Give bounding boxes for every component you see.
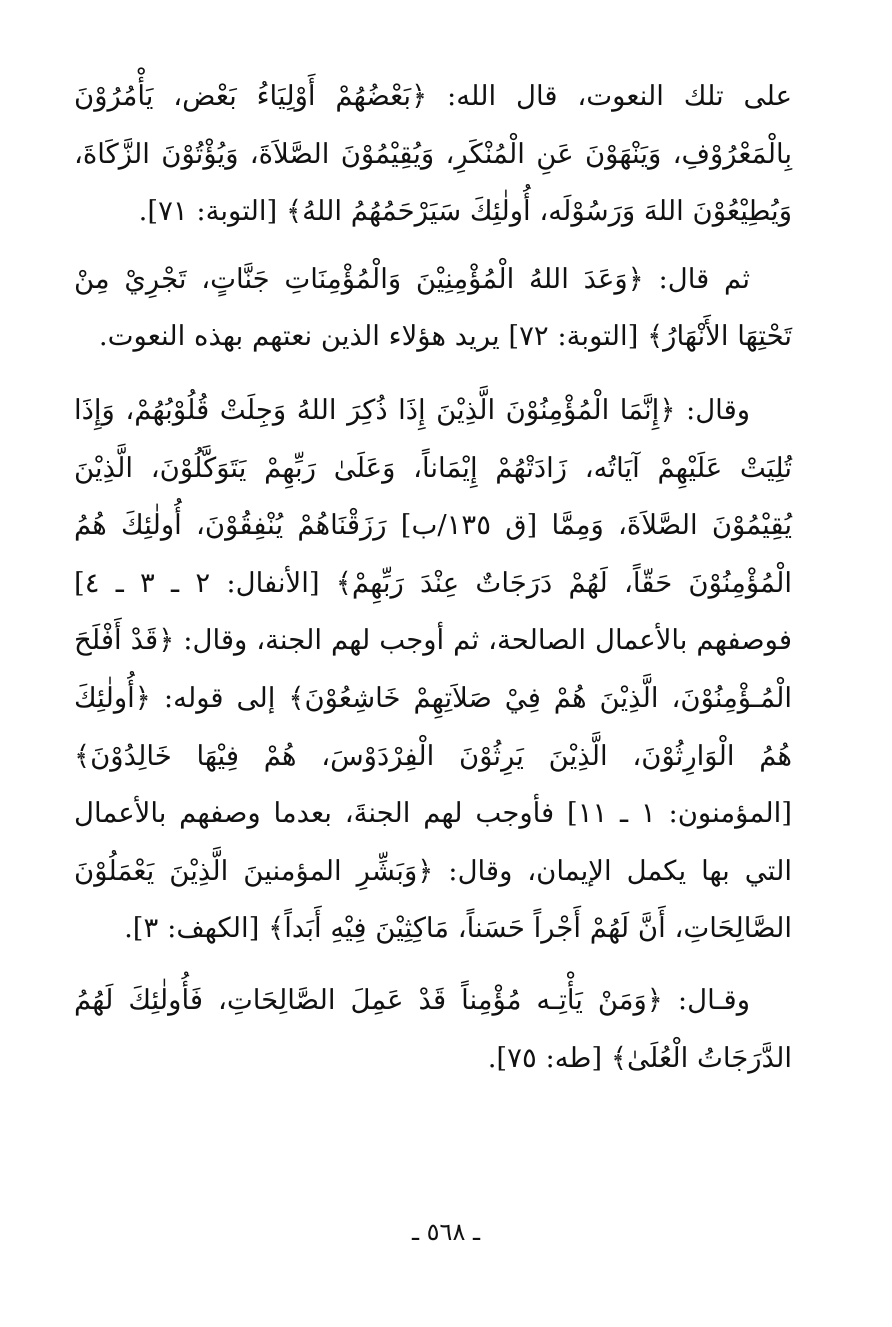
page-text [74, 68, 792, 1087]
paragraph-2: ثم قال: ﴿وَعَدَ اللهُ الْمُؤْمِنِيْنَ وَالْمُؤْمِنَاتِ جَنَّاتٍ، تَجْرِيْ مِنْ تَحْتِهَا الأَنْهَارُ﴾ [التوبة: ٧٢] يريد هؤلاء الذين نعتهم بهذه النعوت. [74, 262, 792, 353]
paragraph-1: على تلك النعوت، قال الله: ﴿بَعْضُهُمْ أَوْلِيَاءُ بَعْض، يَأْمُرُوْنَ بِالْمَعْرُوْفِ، وَيَنْهَوْنَ عَنِ الْمُنْكَرِ، وَيُقِيْمُوْنَ الصَّلاَةَ، وَيُؤْتُوْنَ الزَّكَاةَ، وَيُطِيْعُوْنَ اللهَ وَرَسُوْلَه، أُولٰئِكَ سَيَرْحَمُهُمُ اللهُ﴾ [التوبة: ٧١]. [74, 80, 792, 228]
paragraph-4: وقـال: ﴿وَمَنْ يَأْتِـه مُؤْمِناً قَدْ عَمِلَ الصَّالِحَاتِ، فَأُولٰئِكَ لَهُمُ الدَّرَجَاتُ الْعُلَىٰ﴾ [طه: ٧٥]. [74, 983, 792, 1074]
page-number: ـ ٥٦٨ ـ [411, 1218, 480, 1246]
paragraph-3: وقال: ﴿إِنَّمَا الْمُؤْمِنُوْنَ الَّذِيْنَ إِذَا ذُكِرَ اللهُ وَجِلَتْ قُلُوْبُهُمْ، وَإِذَا تُلِيَتْ عَلَيْهِمْ آيَاتُه، زَادَتْهُمْ إِيْمَاناً، وَعَلَىٰ رَبِّهِمْ يَتَوَكَّلُوْنَ، الَّذِيْنَ يُقِيْمُوْنَ الصَّلاَةَ، وَمِمَّا [ق ١٣٥/ب] رَزَقْنَاهُمْ يُنْفِقُوْنَ، أُولٰئِكَ هُمُ الْمُؤْمِنُوْنَ حَقّاً، لَهُمْ دَرَجَاتٌ عِنْدَ رَبِّهِمْ﴾ [الأنفال: ٢ ـ ٣ ـ ٤] فوصفهم بالأعمال الصالحة، ثم أوجب لهم الجنة، وقال: ﴿قَدْ أَفْلَحَ الْمُـؤْمِنُوْنَ، الَّذِيْنَ هُمْ فِيْ صَلاَتِهِمْ خَاشِعُوْنَ﴾ إلى قوله: ﴿أُولٰئِكَ هُمُ الْوَارِثُوْنَ، الَّذِيْنَ يَرِثُوْنَ الْفِرْدَوْسَ، هُمْ فِيْهَا خَالِدُوْنَ﴾ [المؤمنون: ١ ـ ١١] فأوجب لهم الجنةَ، بعدما وصفهم بالأعمال التي بها يكمل الإيمان، وقال: ﴿وَبَشِّرِ المؤمنينَ الَّذِيْنَ يَعْمَلُوْنَ الصَّالِحَاتِ، أَنَّ لَهُمْ أَجْراً حَسَناً، مَاكِثِيْنَ فِيْهِ أَبَداً﴾ [الكهف: ٣]. [74, 393, 792, 945]
